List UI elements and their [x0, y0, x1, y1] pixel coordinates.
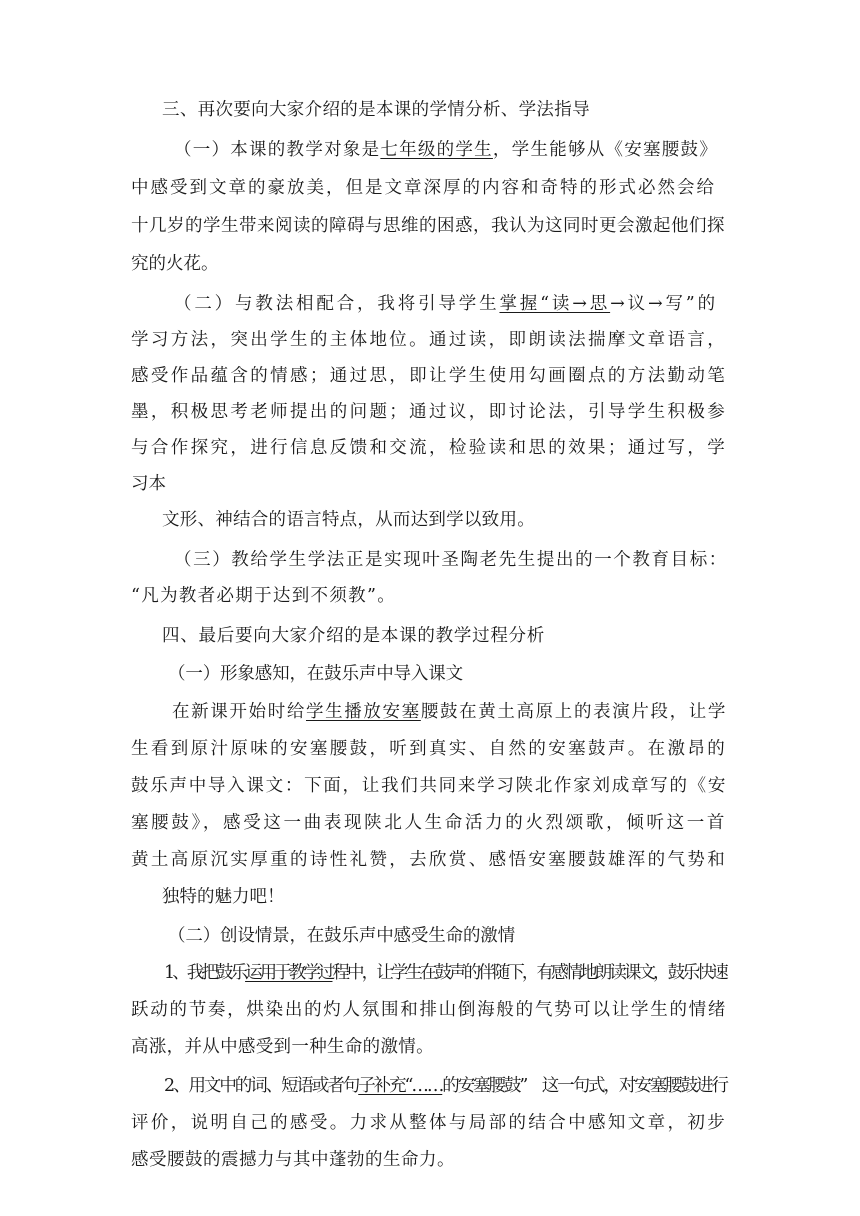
underlined-text: 子补充“……: [358, 1076, 443, 1096]
paragraph-line: 2、用文中的词、短语或者句子补充“……的安塞腰鼓” 这一句式，对安塞腰鼓进行: [164, 1076, 727, 1096]
underlined-text: 七年级的学生: [380, 140, 493, 160]
paragraph-line: （二）与教法相配合，我将引导学生掌握“读→思→议→写”的: [174, 294, 718, 314]
paragraph-line: 感受作品蕴含的情感；通过思，即让学生使用勾画圈点的方法勤动笔: [131, 366, 728, 386]
section-heading: 四、最后要向大家介绍的是本课的教学过程分析: [162, 626, 546, 646]
paragraph-line: 与合作探究，进行信息反馈和交流，检验读和思的效果；通过写，学: [131, 438, 728, 458]
paragraph-line: “凡为教者必期于达到不须教”。: [131, 586, 397, 606]
paragraph-line: 究的火花。: [131, 254, 219, 274]
paragraph-line: 生看到原汁原味的安塞腰鼓，听到真实、自然的安塞鼓声。在激昂的: [131, 739, 728, 759]
underlined-text: 掌握“读→思: [499, 294, 611, 314]
paragraph-line: 习本: [131, 474, 166, 494]
paragraph-line: 文形、神结合的语言特点，从而达到学以致用。: [162, 510, 535, 530]
paragraph-line: 评价，说明自己的感受。力求从整体与局部的结合中感知文章，初步: [131, 1113, 728, 1133]
paragraph-line: 1、我把鼓乐运用于教学过程中，让学生在鼓声的伴随下，有感情地朗读课文，鼓乐快速: [164, 963, 726, 983]
subsection-heading: （二）创设情景，在鼓乐声中感受生命的激情: [168, 926, 515, 946]
paragraph-line: 鼓乐声中导入课文：下面，让我们共同来学习陕北作家刘成章写的《安: [131, 776, 728, 796]
subsection-heading: （一）形象感知，在鼓乐声中导入课文: [168, 664, 463, 684]
underlined-text: 学生播放安塞: [305, 702, 421, 722]
paragraph-line: 十几岁的学生带来阅读的障碍与思维的困惑，我认为这同时更会激起他们探: [131, 216, 725, 236]
paragraph-line: 中感受到文章的豪放美，但是文章深厚的内容和奇特的形式必然会给: [131, 178, 716, 198]
paragraph-line: （一）本课的教学对象是七年级的学生，学生能够从《安塞腰鼓》: [174, 140, 719, 160]
paragraph-line: 黄土高原沉实厚重的诗性礼赞，去欣赏、感悟安塞腰鼓雄浑的气势和: [131, 850, 728, 870]
paragraph-line: 独特的魅力吧！: [162, 887, 285, 907]
paragraph-line: 塞腰鼓》，感受这一曲表现陕北人生命活力的火烈颂歌，倾听这一首: [131, 813, 728, 833]
section-heading: 三、再次要向大家介绍的是本课的学情分析、学法指导: [162, 100, 590, 120]
paragraph-line: 跃动的节奏，烘染出的灼人氛围和排山倒海般的气势可以让学生的情绪: [131, 1000, 728, 1020]
paragraph-line: 感受腰鼓的震撼力与其中蓬勃的生命力。: [131, 1150, 455, 1170]
paragraph-line: （三）教给学生学法正是实现叶圣陶老先生提出的一个教育目标：: [174, 550, 728, 570]
paragraph-line: 墨，积极思考老师提出的问题；通过议，即讨论法，引导学生积极参: [131, 402, 728, 422]
paragraph-line: 高涨，并从中感受到一种生命的激情。: [131, 1037, 434, 1057]
paragraph-line: 在新课开始时给学生播放安塞腰鼓在黄土高原上的表演片段，让学: [172, 702, 728, 722]
underlined-text: 运用于教学过: [245, 963, 333, 983]
paragraph-line: 学习方法，突出学生的主体地位。通过读，即朗读法揣摩文章语言，: [131, 330, 728, 350]
